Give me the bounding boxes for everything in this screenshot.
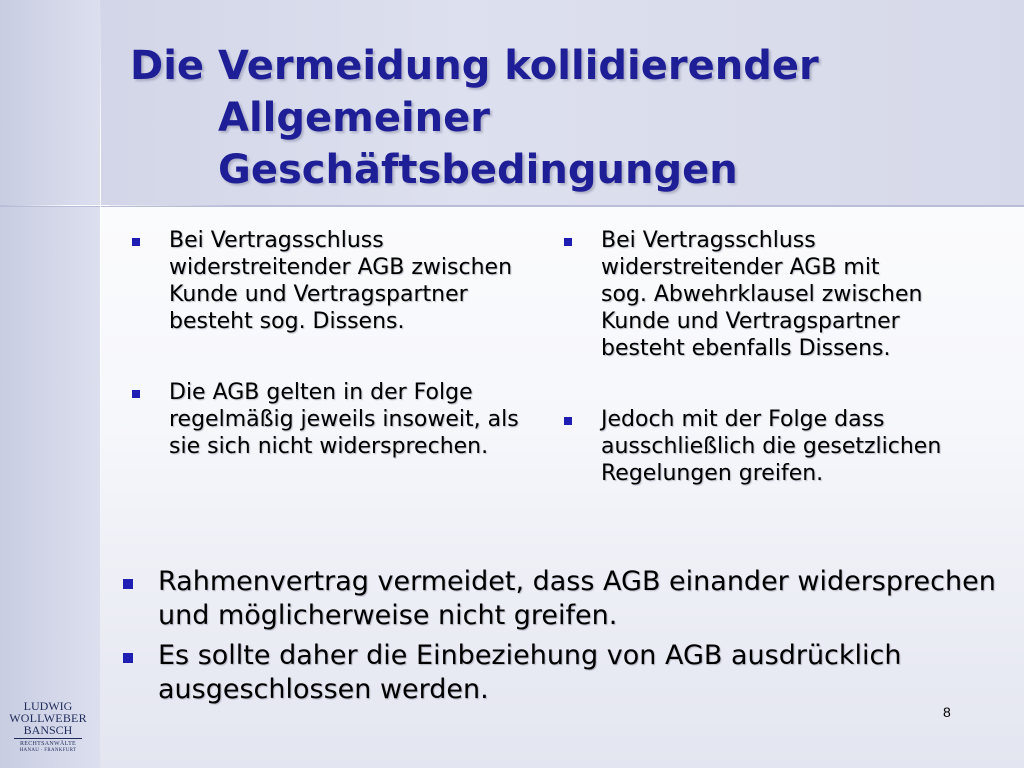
square-bullet-icon xyxy=(564,238,572,246)
right-column xyxy=(562,227,982,487)
title-line-3: Geschäftsbedingungen xyxy=(218,147,738,193)
logo-line-5: HANAU · FRANKFURT xyxy=(19,748,77,753)
bullet-text: Jedoch mit der Folge dass ausschließlich die gesetzlichen Regelungen greifen. xyxy=(601,407,942,486)
left-column xyxy=(130,227,530,460)
page-number: 8 xyxy=(943,704,951,720)
square-bullet-icon xyxy=(123,653,133,663)
list-item xyxy=(120,639,1000,707)
slide-title xyxy=(130,40,990,196)
square-bullet-icon xyxy=(123,579,133,589)
list-item xyxy=(130,227,530,335)
bullet-text: Bei Vertragsschluss widerstreitender AGB zwischen Kunde und Vertragspartner besteht sog. Dissens. xyxy=(169,228,513,334)
logo-line-2: WOLLWEBER xyxy=(9,711,87,725)
decor-vertical-line xyxy=(100,0,101,768)
square-bullet-icon xyxy=(132,238,140,246)
left-band xyxy=(0,0,100,768)
logo-line-3: BANSCH xyxy=(23,723,73,737)
firm-logo xyxy=(8,700,88,754)
bullet-text: Rahmenvertrag vermeidet, dass AGB einander widersprechen und möglicherweise nicht greifen. xyxy=(158,566,996,631)
decor-horizontal-line xyxy=(0,205,240,206)
bottom-bullets xyxy=(120,565,1000,707)
bullet-text: Es sollte daher die Einbeziehung von AGB ausdrücklich ausgeschlossen werden. xyxy=(158,640,902,705)
title-line-1: Die Vermeidung kollidierender xyxy=(130,43,819,89)
bullet-text: Bei Vertragsschluss widerstreitender AGB mit sog. Abwehrklausel zwischen Kunde und Vertragspartner besteht ebenfalls Dissens. xyxy=(601,228,923,361)
title-line-2: Allgemeiner xyxy=(218,95,490,141)
logo-line-4: RECHTSANWÄLTE xyxy=(19,741,76,747)
square-bullet-icon xyxy=(132,390,140,398)
sparkle-icon xyxy=(92,197,109,214)
logo-line-1: LUDWIG xyxy=(23,699,73,713)
square-bullet-icon xyxy=(564,417,572,425)
list-item xyxy=(130,379,530,460)
list-item xyxy=(562,227,931,362)
bullet-text: Die AGB gelten in der Folge regelmäßig jeweils insoweit, als sie sich nicht widersprechen. xyxy=(169,380,519,459)
list-item xyxy=(562,406,961,487)
logo-rule xyxy=(14,738,82,739)
list-item xyxy=(120,565,1000,633)
